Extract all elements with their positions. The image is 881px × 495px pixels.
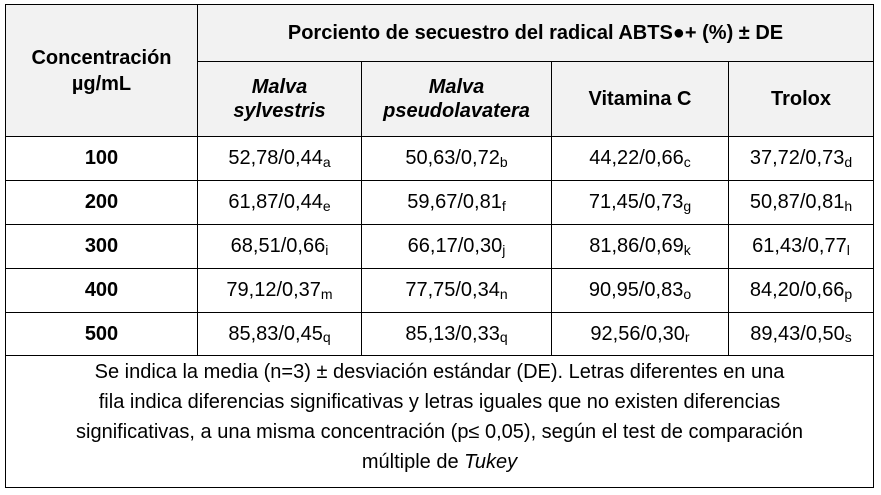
significance-letter: q bbox=[322, 329, 331, 345]
cell-value: 85,13/0,33 bbox=[405, 322, 500, 345]
table-cell bbox=[362, 225, 551, 268]
group-title-text: Porciento de secuestro del radical ABTS●+ (%) ± DE bbox=[287, 22, 784, 44]
table-cell bbox=[362, 181, 551, 224]
cell-value: 59,67/0,81 bbox=[407, 191, 502, 213]
concentration-value: 200 bbox=[84, 191, 119, 213]
cell-value: 90,95/0,83 bbox=[588, 279, 684, 301]
significance-letter: m bbox=[320, 285, 333, 302]
concentration-value: 100 bbox=[84, 147, 119, 169]
table-cell bbox=[552, 269, 728, 312]
significance-letter: e bbox=[322, 197, 331, 214]
cell-value: 92,56/0,30 bbox=[590, 322, 685, 345]
cell-value: 84,20/0,66 bbox=[749, 279, 845, 301]
significance-letter: p bbox=[844, 285, 853, 302]
footnote-line-3: significativas, a una misma concentración (p≤ 0,05), según el test de comparación bbox=[76, 421, 803, 443]
table-cell bbox=[362, 269, 551, 312]
cell-value: 61,43/0,77 bbox=[752, 235, 847, 257]
table-cell bbox=[362, 313, 551, 355]
table-cell bbox=[729, 313, 873, 355]
significance-letter: i bbox=[325, 241, 329, 258]
table-cell bbox=[552, 225, 728, 268]
footnote-line-2: fila indica diferencias significativas y letras iguales que no existen diferencias bbox=[98, 391, 781, 413]
table-cell bbox=[198, 137, 361, 180]
footnote-line-1: Se indica la media (n=3) ± desviación estándar (DE). Letras diferentes en una bbox=[94, 361, 785, 383]
column-header-malva-sylvestris bbox=[198, 62, 361, 136]
column-header-line1: Trolox bbox=[770, 88, 831, 110]
significance-letter: a bbox=[322, 153, 331, 170]
cell-value: 52,78/0,44 bbox=[228, 147, 323, 169]
table-cell bbox=[552, 137, 728, 180]
concentration-cell bbox=[6, 181, 197, 224]
concentration-cell bbox=[6, 269, 197, 312]
cell-value: 44,22/0,66 bbox=[589, 147, 684, 169]
concentration-value: 400 bbox=[84, 279, 119, 301]
footnote-tukey: Tukey bbox=[464, 451, 518, 473]
cell-value: 68,51/0,66 bbox=[230, 235, 326, 257]
concentration-value: 500 bbox=[84, 322, 119, 345]
cell-value: 50,87/0,81 bbox=[749, 191, 845, 213]
significance-letter: r bbox=[684, 329, 690, 345]
significance-letter: f bbox=[501, 197, 506, 214]
table-cell bbox=[552, 181, 728, 224]
cell-value: 50,63/0,72 bbox=[405, 147, 500, 169]
concentration-cell bbox=[6, 225, 197, 268]
table-cell bbox=[552, 313, 728, 355]
significance-letter: h bbox=[844, 197, 853, 214]
significance-letter: c bbox=[683, 153, 691, 170]
table-footnote bbox=[6, 355, 873, 487]
footnote-line-4 bbox=[6, 447, 873, 477]
table-cell bbox=[198, 269, 361, 312]
cell-value: 89,43/0,50 bbox=[750, 322, 845, 345]
significance-letter: l bbox=[846, 241, 850, 258]
column-header-vitamina-c bbox=[552, 62, 728, 136]
table-cell bbox=[362, 137, 551, 180]
cell-value: 85,83/0,45 bbox=[228, 322, 323, 345]
significance-letter: j bbox=[502, 241, 506, 258]
cell-value: 81,86/0,69 bbox=[589, 235, 684, 257]
column-header-line2: sylvestris bbox=[233, 100, 326, 122]
column-header-line1: Malva bbox=[251, 76, 308, 98]
table-cell bbox=[729, 137, 873, 180]
table-cell bbox=[198, 181, 361, 224]
significance-letter: g bbox=[683, 197, 692, 214]
table-cell bbox=[198, 313, 361, 355]
concentration-cell bbox=[6, 313, 197, 355]
concentration-value: 300 bbox=[84, 235, 119, 257]
table-cell bbox=[198, 225, 361, 268]
significance-letter: s bbox=[844, 329, 852, 345]
column-header-trolox bbox=[729, 62, 873, 136]
significance-letter: q bbox=[499, 329, 508, 345]
results-table bbox=[5, 4, 874, 488]
cell-value: 66,17/0,30 bbox=[407, 235, 503, 257]
significance-letter: k bbox=[683, 241, 691, 258]
footnote-line-4-prefix: múltiple de bbox=[361, 451, 465, 473]
significance-letter: d bbox=[844, 153, 853, 170]
cell-value: 71,45/0,73 bbox=[588, 191, 684, 213]
group-title bbox=[198, 5, 873, 61]
cell-value: 77,75/0,34 bbox=[405, 279, 500, 301]
table-cell bbox=[729, 181, 873, 224]
concentration-header bbox=[6, 5, 197, 136]
concentration-header-line2: µg/mL bbox=[71, 72, 132, 95]
column-header-line2: pseudolavatera bbox=[383, 100, 530, 122]
significance-letter: b bbox=[499, 153, 508, 170]
table-cell bbox=[729, 269, 873, 312]
significance-letter: o bbox=[683, 285, 692, 302]
column-header-line1: Malva bbox=[428, 76, 485, 98]
column-header-line1: Vitamina C bbox=[588, 88, 692, 110]
cell-value: 79,12/0,37 bbox=[226, 279, 321, 301]
concentration-cell bbox=[6, 137, 197, 180]
column-header-malva-pseudolavatera bbox=[362, 62, 551, 136]
cell-value: 61,87/0,44 bbox=[228, 191, 323, 213]
table-cell bbox=[729, 225, 873, 268]
concentration-header-line1: Concentración bbox=[31, 46, 172, 69]
cell-value: 37,72/0,73 bbox=[749, 147, 845, 169]
significance-letter: n bbox=[499, 285, 508, 302]
